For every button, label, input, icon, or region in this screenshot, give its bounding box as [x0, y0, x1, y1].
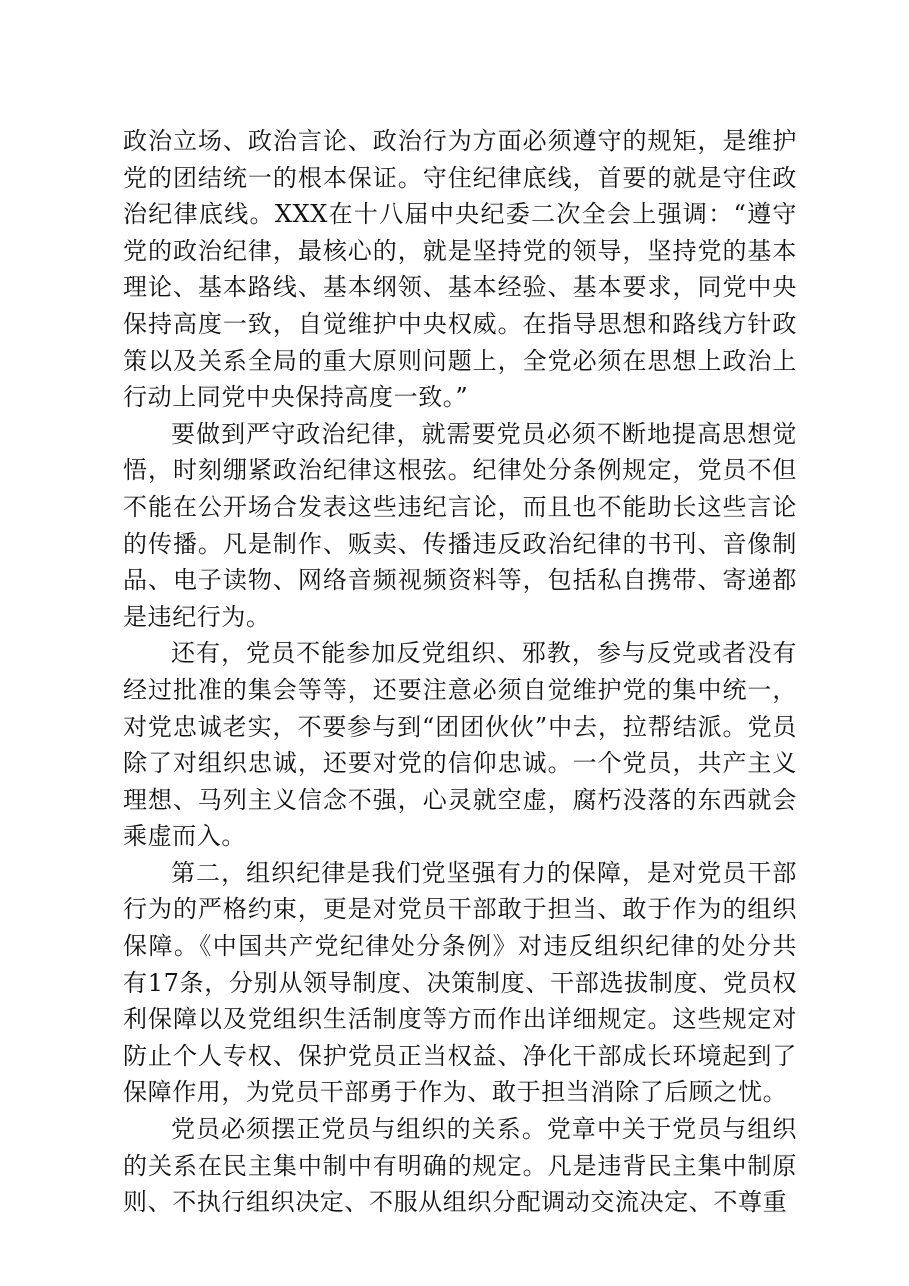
- document-body: [123, 123, 797, 1221]
- paragraph-party-loyalty: 还有，党员不能参加反党组织、邪教，参与反党或者没有经过批准的集会等等，还要注意必须自觉维护党的集中统一，对党忠诚老实，不要参与到“团团伙伙”中去，拉帮结派。党员除了对组织忠诚，还要对党的信仰忠诚。一个党员，共产主义理想、马列主义信念不强，心灵就空虚，腐朽没落的东西就会乘虚而入。: [123, 639, 797, 851]
- paragraph-organizational-discipline: 第二，组织纪律是我们党坚强有力的保障，是对党员干部行为的严格约束，更是对党员干部敢于担当、敢于作为的组织保障。《中国共产党纪律处分条例》对违反组织纪律的处分共有17条，分别从领导制度、决策制度、干部选拔制度、党员权利保障以及党组织生活制度等方而作出详细规定。这些规定对防止个人专权、保护党员正当权益、净化干部成长环境起到了保障作用，为党员干部勇于作为、敢于担当消除了后顾之忧。: [123, 858, 797, 1107]
- paragraph-member-organization-relation: 党员必须摆正党员与组织的关系。党章中关于党员与组织的关系在民主集中制中有明确的规定。凡是违背民主集中制原则、不执行组织决定、不服从组织分配调动交流决定、不尊重: [123, 1115, 797, 1217]
- paragraph-strict-political-discipline: 要做到严守政治纪律，就需要党员必须不断地提高思想觉悟，时刻绷紧政治纪律这根弦。纪律处分条例规定，党员不但不能在公开场合发表这些违纪言论，而且也不能助长这些言论的传播。凡是制作、贩卖、传播违反政治纪律的书刊、音像制品、电子读物、网络音频视频资料等，包括私自携带、寄递都是违纪行为。: [123, 419, 797, 631]
- paragraph-political-discipline-continued: 政治立场、政治言论、政治行为方面必须遵守的规矩，是维护党的团结统一的根本保证。守住纪律底线，首要的就是守住政治纪律底线。XXX在十八届中央纪委二次全会上强调：“遵守党的政治纪律，最核心的，就是坚持党的领导，坚持党的基本理论、基本路线、基本纲领、基本经验、基本要求，同党中央保持高度一致，自觉维护中央权威。在指导思想和路线方针政策以及关系全局的重大原则问题上，全党必须在思想上政治上行动上同党中央保持高度一致。”: [123, 127, 797, 412]
